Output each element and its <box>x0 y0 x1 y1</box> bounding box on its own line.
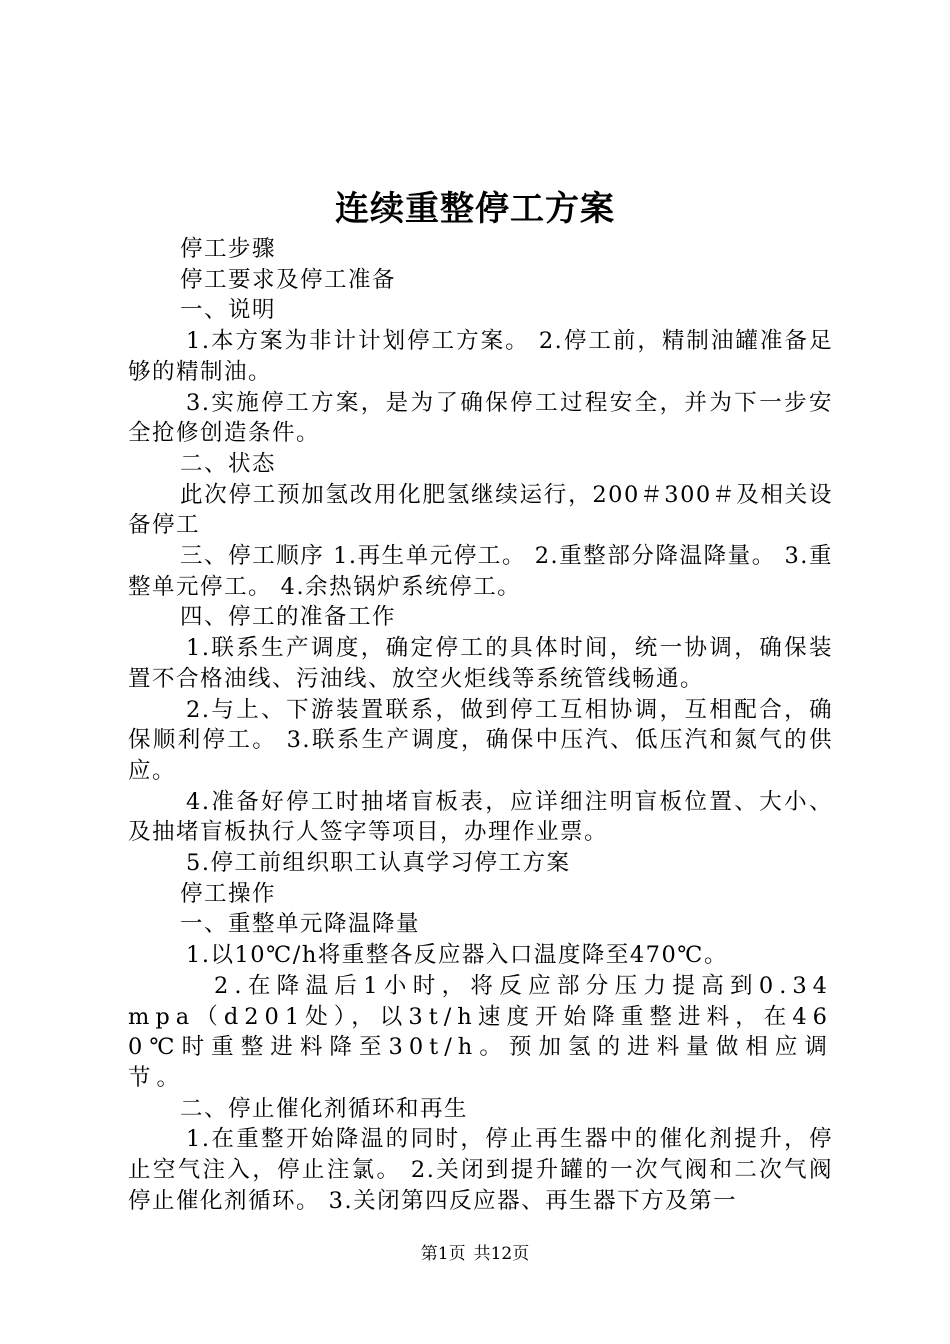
document-body <box>128 234 833 1217</box>
section-heading: 二、状态 <box>180 450 277 477</box>
section-heading: 二、停止催化剂循环和再生 <box>180 1095 469 1122</box>
section-heading: 四、停工的准备工作 <box>180 604 397 631</box>
page-footer <box>0 1242 950 1266</box>
paragraph: 1.联系生产调度，确定停工的具体时间，统一协调，确保装置不合格油线、污油线、放空火炬线等系统管线畅通。 <box>128 635 833 692</box>
section-heading: 一、重整单元降温降量 <box>180 911 421 938</box>
page-total: 共12页 <box>473 1244 530 1264</box>
paragraph: 1.以10℃/h将重整各反应器入口温度降至470℃。 <box>186 942 728 969</box>
paragraph: 1.本方案为非计计划停工方案。 2.停工前，精制油罐准备足够的精制油。 <box>128 328 833 385</box>
paragraph: 1.在重整开始降温的同时，停止再生器中的催化剂提升，停止空气注入，停止注氯。 2.关闭到提升罐的一次气阀和二次气阀停止催化剂循环。 3.关闭第四反应器、再生器下方及第一 <box>128 1126 833 1214</box>
paragraph: 此次停工预加氢改用化肥氢继续运行，200＃300＃及相关设备停工 <box>128 481 833 539</box>
section-heading: 一、说明 <box>180 297 277 324</box>
paragraph: 5.停工前组织职工认真学习停工方案 <box>186 850 571 877</box>
paragraph: 4.准备好停工时抽堵盲板表，应详细注明盲板位置、大小、及抽堵盲板执行人签字等项目，办理作业票。 <box>128 788 833 846</box>
paragraph: 三、停工顺序 1.再生单元停工。 2.重整部分降温降量。 3.重整单元停工。 4.余热锅炉系统停工。 <box>128 543 833 600</box>
paragraph: 3.实施停工方案，是为了确保停工过程安全，并为下一步安全抢修创造条件。 <box>128 389 833 447</box>
paragraph: 2.在降温后1小时，将反应部分压力提高到0.34mpa（d201处），以3t/h速度开始降重整进料，在460℃时重整进料降至30t/h。预加氢的进料量做相应调节。 <box>128 972 833 1091</box>
heading-requirements: 停工要求及停工准备 <box>180 266 397 293</box>
page-number: 第1页 <box>420 1244 466 1264</box>
document-title: 连续重整停工方案 <box>335 189 615 229</box>
heading-operation: 停工操作 <box>180 880 277 907</box>
heading-shutdown-steps: 停工步骤 <box>180 236 277 262</box>
paragraph: 2.与上、下游装置联系，做到停工互相协调，互相配合，确保顺利停工。 3.联系生产调度，确保中压汽、低压汽和氮气的供应。 <box>128 696 833 784</box>
